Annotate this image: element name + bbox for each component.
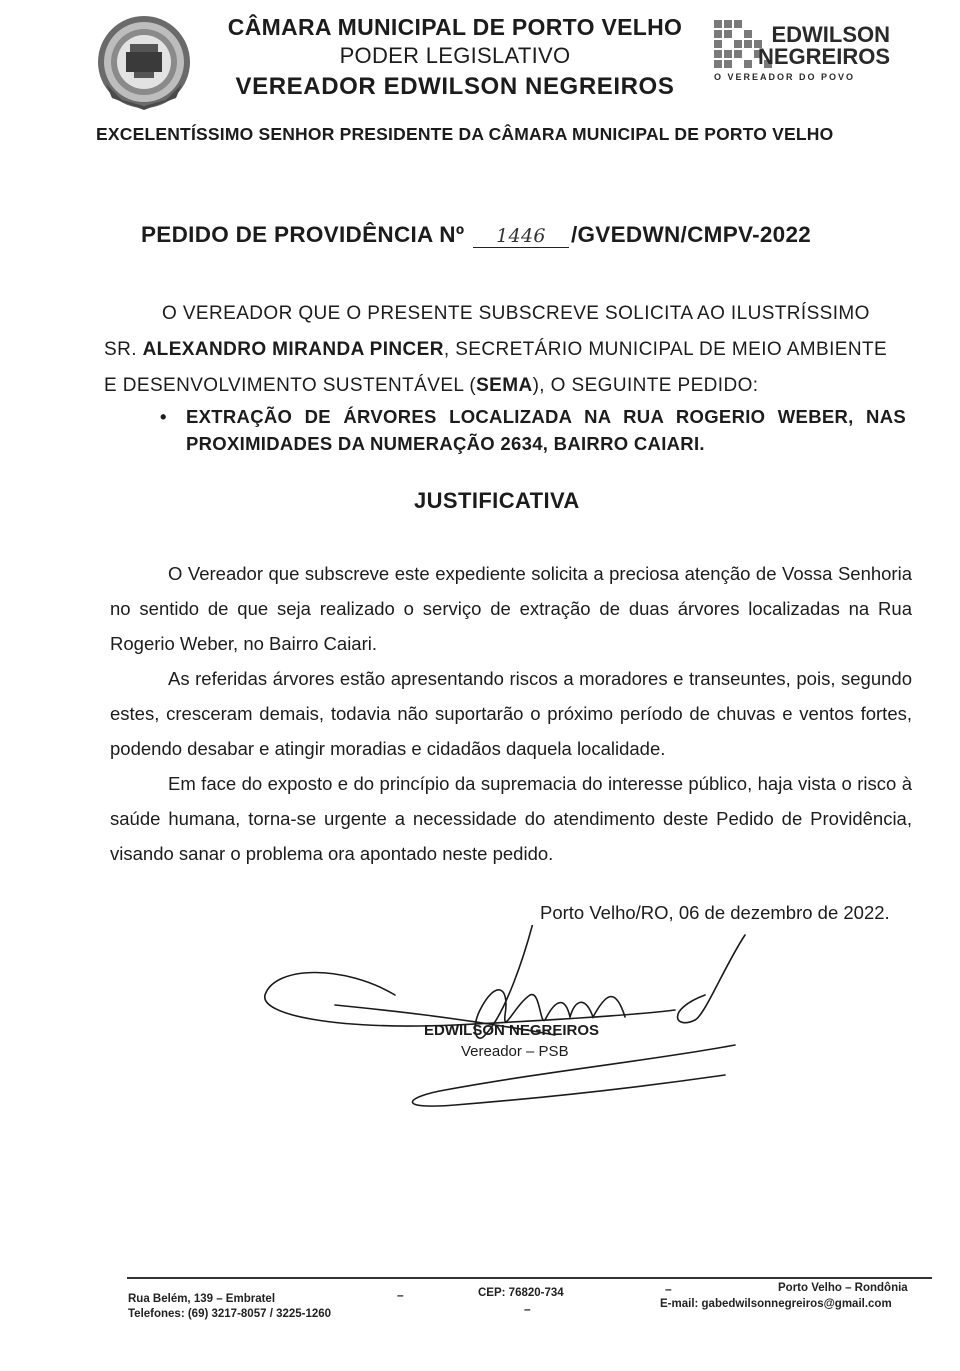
sema-acronym: SEMA xyxy=(476,375,533,396)
secretary-name: ALEXANDRO MIRANDA PINCER xyxy=(142,339,444,360)
footer-address: Rua Belém, 139 – Embratel xyxy=(128,1293,276,1305)
brand-name-line1: EDWILSON xyxy=(771,22,890,47)
date-line: Porto Velho/RO, 06 de dezembro de 2022. xyxy=(540,902,890,923)
request-line3: E DESENVOLVIMENTO SUSTENTÁVEL (SEMA), O SEGUINTE PEDIDO: xyxy=(104,375,759,396)
footer-separator: – xyxy=(665,1282,672,1296)
addressee: EXCELENTÍSSIMO SENHOR PRESIDENTE DA CÂMARA MUNICIPAL DE PORTO VELHO xyxy=(96,124,834,144)
handwritten-number: 1446 xyxy=(473,225,569,248)
justification-paragraph: As referidas árvores estão apresentando riscos a moradores e transeuntes, pois, segundo estes, cresceram demais, todavia não suportarão o próximo período de chuvas e ventos fortes, podendo desabar e atingir moradias e cidadãos daquela localidade. xyxy=(110,668,912,759)
header-councilor: VEREADOR EDWILSON NEGREIROS xyxy=(235,73,675,100)
bullet-icon: • xyxy=(160,406,167,427)
justification-title: JUSTIFICATIVA xyxy=(414,488,580,513)
request-line1: O VEREADOR QUE O PRESENTE SUBSCREVE SOLICITA AO ILUSTRÍSSIMO xyxy=(162,303,870,324)
request-paragraph xyxy=(104,296,904,404)
signer-role: Vereador – PSB xyxy=(461,1043,569,1060)
edwilson-brand-logo xyxy=(710,18,895,84)
footer-divider xyxy=(127,1277,932,1279)
title-suffix: /GVEDWN/CMPV-2022 xyxy=(570,222,812,247)
signer-name: EDWILSON NEGREIROS xyxy=(424,1022,600,1039)
justification-paragraph: Em face do exposto e do princípio da supremacia do interesse público, haja vista o risco à saúde humana, torna-se urgente a necessidade do atendimento deste Pedido de Providência, visando sanar o problema ora apontado neste pedido. xyxy=(110,773,912,864)
document-title xyxy=(141,222,811,248)
header-block xyxy=(210,12,700,104)
footer-separator: – xyxy=(397,1288,404,1302)
brand-name-line2: NEGREIROS xyxy=(757,44,890,69)
justification-paragraph: O Vereador que subscreve este expediente solicita a preciosa atenção de Vossa Senhoria no sentido de que seja realizado o serviço de extração de duas árvores localizadas na Rua Rogerio Weber, no Bairro Caiari. xyxy=(110,563,912,654)
footer-email: E-mail: gabedwilsonnegreiros@gmail.com xyxy=(660,1298,892,1310)
footer-separator: – xyxy=(524,1302,531,1316)
request-line2: SR. ALEXANDRO MIRANDA PINCER, SECRETÁRIO MUNICIPAL DE MEIO AMBIENTE xyxy=(104,339,888,360)
brand-tagline: O VEREADOR DO POVO xyxy=(714,72,856,82)
justification-body xyxy=(110,556,912,871)
camara-seal-icon xyxy=(96,14,192,110)
footer-phones: Telefones: (69) 3217-8057 / 3225-1260 xyxy=(128,1308,332,1320)
footer-cep: CEP: 76820-734 xyxy=(478,1287,564,1299)
bullet-text: EXTRAÇÃO DE ÁRVORES LOCALIZADA NA RUA ROGERIO WEBER, NAS PROXIMIDADES DA NUMERAÇÃO 2634, BAIRRO CAIARI. xyxy=(186,406,906,454)
footer-city: Porto Velho – Rondônia xyxy=(778,1282,908,1294)
title-prefix: PEDIDO DE PROVIDÊNCIA Nº xyxy=(141,222,465,247)
header-chamber-name: CÂMARA MUNICIPAL DE PORTO VELHO xyxy=(227,14,683,40)
header-power: PODER LEGISLATIVO xyxy=(339,43,571,68)
